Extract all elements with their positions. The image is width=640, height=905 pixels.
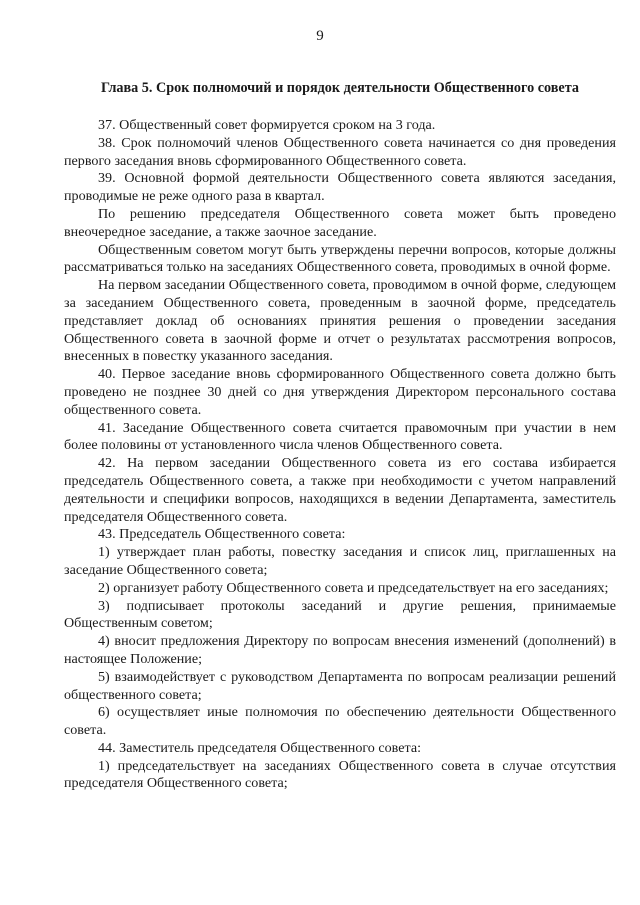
list-item-44-1: 1) председательствует на заседаниях Общественного совета в случае отсутствия председателя Общественного совета; [64,757,616,792]
list-item-43-4: 4) вносит предложения Директору по вопросам внесения изменений (дополнений) в настоящее Положение; [64,633,616,667]
list-item-43-6: 6) осуществляет иные полномочия по обеспечению деятельности Общественного совета. [64,704,616,739]
list-item-43-3: 3) подписывает протоколы заседаний и другие решения, принимаемые Общественным советом; [64,597,616,632]
document-body [64,117,616,793]
paragraph-41: 41. Заседание Общественного совета считается правомочным при участии в нем более половины от установленного числа членов Общественного совета. [64,419,616,454]
paragraph-40: 40. Первое заседание вновь сформированного Общественного совета должно быть проведено не позднее 30 дней со дня утверждения Директором персонального состава общественного совета. [64,366,616,418]
page-number: 9 [316,28,324,44]
chapter-heading: Глава 5. Срок полномочий и порядок деятельности Общественного совета [101,80,579,96]
list-item-43-5: 5) взаимодействует с руководством Департамента по вопросам реализации решений общественного совета; [64,668,616,703]
paragraph-43: 43. Председатель Общественного совета: [98,526,346,543]
paragraph-39-question-lists: Общественным советом могут быть утверждены перечни вопросов, которые должны рассматриваться только на заседаниях Общественного совета, проводимых в очной форме. [64,241,616,276]
paragraph-37: 37. Общественный совет формируется сроком на 3 года. [98,117,436,133]
list-item-43-1: 1) утверждает план работы, повестку заседания и список лиц, приглашенных на заседание Общественного совета; [64,544,616,578]
paragraph-39: 39. Основной формой деятельности Общественного совета являются заседания, проводимые не реже одного раза в квартал. [64,170,616,205]
paragraph-39-report: На первом заседании Общественного совета, проводимом в очной форме, следующем за заседанием Общественного совета, проведенным в заочной форме, председатель представляет доклад об основаниях принятия решения о проведении заседания Общественного совета в заочной форме и отчет о результатах рассмотрения вопросов, внесенных в повестку указанного заседания. [64,277,616,365]
list-item-43-2: 2) организует работу Общественного совета и председательствует на его заседаниях; [98,579,609,596]
paragraph-39-extraordinary: По решению председателя Общественного совета может быть проведено внеочередное заседание, а также заочное заседание. [64,205,616,240]
paragraph-42: 42. На первом заседании Общественного совета из его состава избирается председатель Общественного совета, а также при необходимости с учетом направлений деятельности и специфики вопросов, находящихся в ведении Департамента, заместитель председателя Общественного совета. [64,455,616,525]
paragraph-44: 44. Заместитель председателя Общественного совета: [98,739,421,756]
paragraph-38: 38. Срок полномочий членов Общественного совета начинается со дня проведения первого заседания вновь сформированного Общественного совета. [64,134,616,169]
